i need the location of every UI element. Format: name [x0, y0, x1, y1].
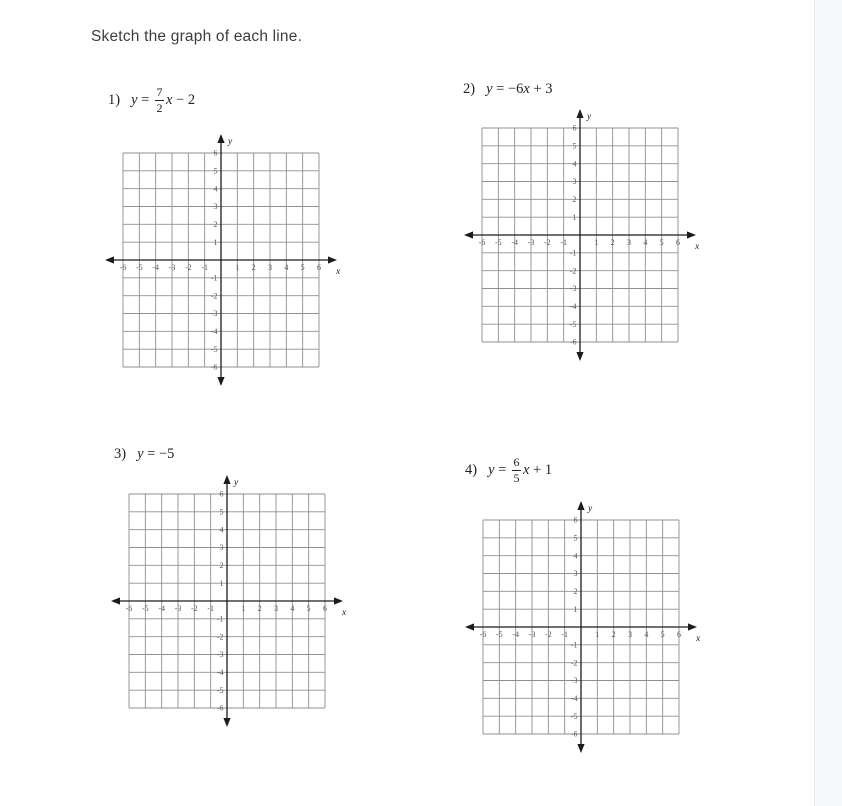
y-axis-letter: y	[587, 112, 592, 122]
arrow-up-icon	[576, 109, 583, 118]
x-tick-label: 4	[290, 604, 295, 613]
equation-segment: y	[486, 80, 493, 97]
equation-segment: + 3	[529, 80, 553, 97]
x-axis-letter: x	[695, 242, 700, 252]
y-tick-label: 1	[219, 578, 224, 588]
x-tick-label: 2	[251, 263, 256, 272]
x-tick-label: 6	[677, 630, 681, 639]
arrow-up-icon	[223, 475, 230, 484]
x-tick-label: -5	[494, 238, 502, 247]
y-tick-label: -6	[570, 729, 578, 739]
x-tick-label: 3	[274, 604, 278, 613]
equation-segment: = −5	[143, 445, 175, 462]
arrow-down-icon	[217, 377, 224, 386]
y-tick-label: -4	[216, 667, 224, 677]
equation-segment: x	[523, 80, 530, 97]
problem-4-grid	[463, 498, 707, 756]
x-tick-label: 1	[241, 604, 246, 613]
x-tick-label: -3	[527, 238, 535, 247]
x-tick-label: -4	[152, 263, 160, 272]
x-tick-label: -1	[561, 630, 569, 639]
y-tick-label: 6	[573, 515, 578, 525]
equation-segment: = −6	[492, 80, 524, 97]
x-tick-label: -6	[479, 630, 487, 639]
problem-1-label	[108, 82, 195, 118]
y-axis-letter: y	[588, 504, 593, 514]
y-tick-label: -3	[570, 676, 578, 686]
x-tick-label: -4	[158, 604, 166, 613]
arrow-left-icon	[464, 231, 473, 238]
y-tick-label: 5	[213, 166, 218, 176]
problem-2-label	[463, 71, 553, 107]
x-tick-label: 6	[323, 604, 327, 613]
x-tick-labels	[120, 263, 321, 272]
fraction	[512, 456, 521, 484]
y-tick-label: 2	[213, 219, 218, 229]
x-axis-letter: x	[342, 608, 347, 618]
y-tick-label: 2	[219, 560, 224, 570]
problem-1-equation	[131, 86, 195, 114]
x-tick-label: 4	[643, 238, 648, 247]
x-tick-label: -3	[174, 604, 182, 613]
problem-3-number: 3)	[114, 445, 127, 462]
x-tick-label: -5	[141, 604, 149, 613]
x-tick-labels	[479, 238, 680, 247]
arrow-right-icon	[688, 623, 697, 630]
arrow-left-icon	[111, 597, 120, 604]
x-tick-label: -6	[119, 263, 127, 272]
x-axis-letter: x	[696, 634, 701, 644]
equation-segment: x	[165, 91, 173, 108]
x-tick-label: 2	[610, 238, 615, 247]
y-tick-label: 6	[572, 123, 577, 133]
y-tick-label: -6	[210, 362, 218, 372]
y-tick-label: 6	[213, 148, 218, 158]
y-tick-label: 6	[219, 489, 224, 499]
x-tick-label: 2	[257, 604, 262, 613]
problem-2-grid	[462, 106, 706, 364]
y-tick-label: -4	[210, 326, 218, 336]
problem-4-equation	[488, 456, 552, 484]
equation-segment: x	[522, 461, 530, 478]
arrow-left-icon	[465, 623, 474, 630]
fraction	[155, 86, 164, 114]
y-tick-label: -1	[216, 614, 224, 624]
problem-3-equation	[137, 446, 174, 463]
y-tick-label: 4	[213, 184, 218, 194]
page-title: Sketch the graph of each line.	[91, 28, 303, 45]
y-tick-label: 3	[573, 569, 578, 579]
problem-2-number: 2)	[463, 80, 476, 97]
problem-3-grid	[109, 472, 353, 730]
x-tick-label: 5	[660, 630, 665, 639]
y-tick-label: 2	[572, 194, 577, 204]
fraction-numerator: 6	[513, 454, 520, 469]
x-tick-label: 3	[627, 238, 631, 247]
x-tick-label: 4	[284, 263, 289, 272]
arrow-right-icon	[334, 597, 343, 604]
y-tick-label: 1	[573, 604, 578, 614]
y-tick-label: -5	[210, 344, 218, 354]
y-tick-label: 4	[573, 551, 578, 561]
problem-1-grid	[103, 131, 347, 389]
y-tick-label: 5	[572, 141, 577, 151]
y-tick-label: -1	[570, 640, 578, 650]
x-tick-label: 5	[300, 263, 305, 272]
x-tick-label: 5	[659, 238, 664, 247]
y-tick-label: -2	[210, 291, 218, 301]
x-tick-label: -3	[168, 263, 176, 272]
problem-2-equation	[486, 81, 552, 98]
x-tick-label: -1	[201, 263, 209, 272]
problem-1-number: 1)	[108, 91, 121, 108]
x-tick-label: 1	[594, 238, 599, 247]
arrow-up-icon	[217, 134, 224, 143]
x-tick-labels	[126, 604, 327, 613]
y-axis-letter: y	[234, 478, 239, 488]
y-tick-label: -2	[570, 658, 578, 668]
x-tick-label: 1	[595, 630, 600, 639]
x-tick-labels	[480, 630, 681, 639]
equation-segment: y	[488, 461, 495, 478]
problem-3-label	[114, 436, 174, 472]
y-tick-label: -6	[216, 703, 224, 713]
y-tick-label: 4	[572, 159, 577, 169]
x-tick-label: -6	[478, 238, 486, 247]
equation-segment: =	[137, 91, 153, 108]
x-tick-label: -1	[207, 604, 215, 613]
fraction-numerator: 7	[156, 84, 163, 99]
x-tick-label: -5	[135, 263, 143, 272]
y-tick-label: -4	[569, 301, 577, 311]
x-tick-label: -2	[190, 604, 198, 613]
equation-segment: =	[494, 461, 510, 478]
y-tick-label: -1	[569, 248, 577, 258]
x-axis-letter: x	[336, 267, 341, 277]
equation-segment: + 1	[529, 461, 553, 478]
x-tick-label: 3	[268, 263, 272, 272]
y-tick-label: -2	[216, 632, 224, 642]
viewer-gutter	[814, 0, 842, 806]
x-tick-label: 6	[317, 263, 321, 272]
x-tick-label: -2	[184, 263, 192, 272]
x-tick-label: -5	[495, 630, 503, 639]
arrow-down-icon	[223, 718, 230, 727]
y-tick-label: 5	[573, 533, 578, 543]
y-tick-label: 2	[573, 586, 578, 596]
arrow-down-icon	[577, 744, 584, 753]
x-tick-label: -4	[511, 238, 519, 247]
y-tick-label: 3	[219, 543, 224, 553]
x-tick-label: 2	[611, 630, 616, 639]
equation-segment: y	[137, 445, 144, 462]
x-tick-label: 5	[306, 604, 311, 613]
x-tick-label: 4	[644, 630, 649, 639]
x-tick-label: 1	[235, 263, 240, 272]
y-tick-label: -3	[216, 650, 224, 660]
x-tick-label: -4	[512, 630, 520, 639]
y-tick-label: -2	[569, 266, 577, 276]
y-tick-label: 4	[219, 525, 224, 535]
arrow-up-icon	[577, 501, 584, 510]
x-tick-label: -2	[544, 630, 552, 639]
x-tick-label: -3	[528, 630, 536, 639]
y-tick-label: 3	[572, 177, 577, 187]
y-tick-label: -5	[570, 711, 578, 721]
y-tick-label: -5	[569, 319, 577, 329]
x-tick-label: 3	[628, 630, 632, 639]
x-tick-label: -1	[560, 238, 568, 247]
y-tick-label: -3	[210, 309, 218, 319]
y-tick-label: -5	[216, 685, 224, 695]
y-tick-label: -1	[210, 273, 218, 283]
arrow-down-icon	[576, 352, 583, 361]
arrow-right-icon	[328, 256, 337, 263]
fraction-denominator: 5	[513, 470, 520, 485]
y-tick-label: -4	[570, 693, 578, 703]
problem-4-label	[465, 452, 552, 488]
y-tick-label: 1	[572, 212, 577, 222]
fraction-denominator: 2	[156, 100, 163, 115]
y-tick-label: 3	[213, 202, 218, 212]
equation-segment: y	[131, 91, 138, 108]
problem-4-number: 4)	[465, 461, 478, 478]
y-tick-label: 1	[213, 237, 218, 247]
y-tick-label: -6	[569, 337, 577, 347]
x-tick-label: -2	[543, 238, 551, 247]
arrow-right-icon	[687, 231, 696, 238]
y-axis-letter: y	[228, 137, 233, 147]
equation-segment: − 2	[172, 91, 196, 108]
x-tick-label: -6	[125, 604, 133, 613]
y-tick-label: 5	[219, 507, 224, 517]
arrow-left-icon	[105, 256, 114, 263]
x-tick-label: 6	[676, 238, 680, 247]
y-tick-label: -3	[569, 284, 577, 294]
